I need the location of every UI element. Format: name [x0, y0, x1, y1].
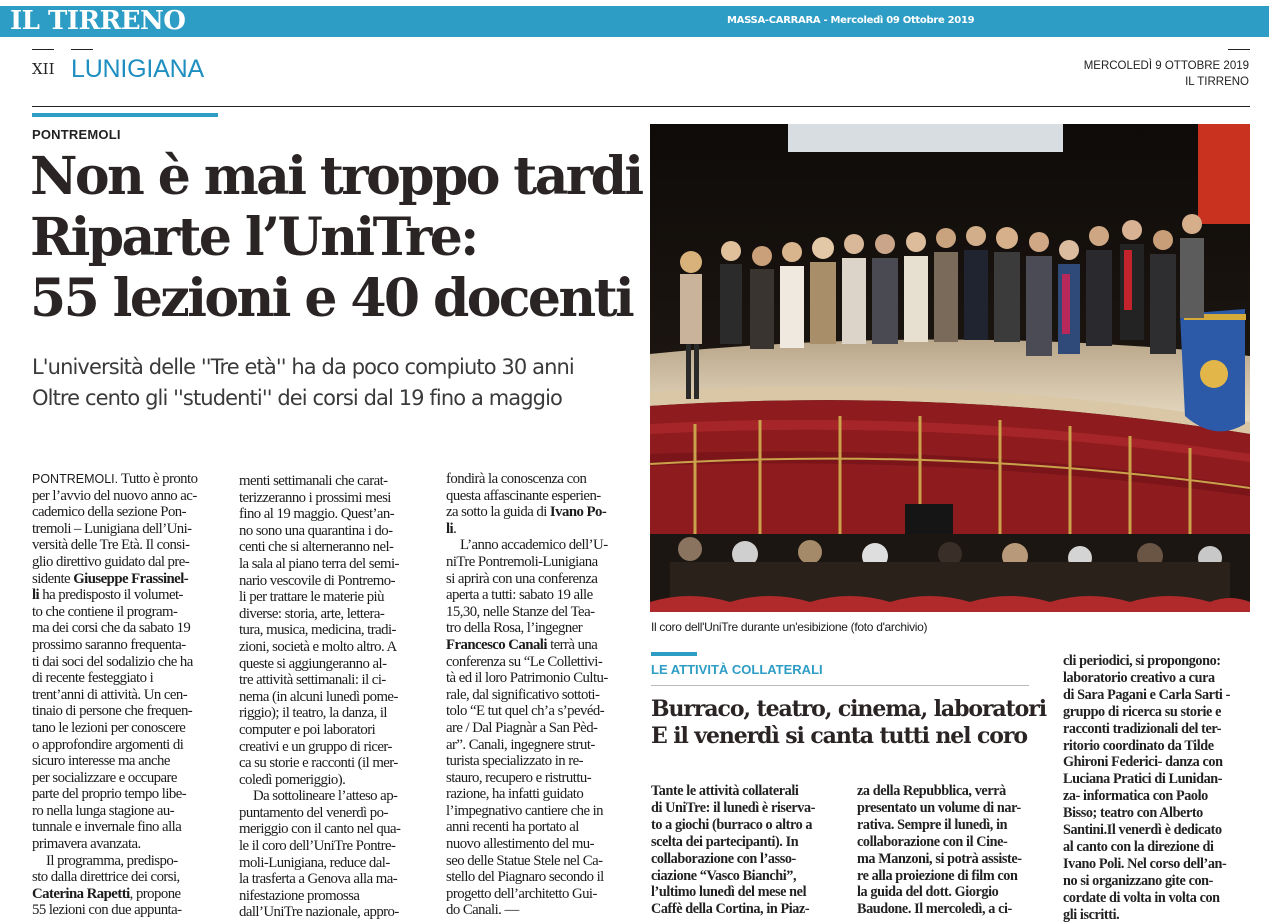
text-line: ar”. Canali, ingegnere strut- [446, 736, 595, 753]
text-line: Luciana Pratici di Lunidan- [1063, 771, 1223, 788]
text-line: ciazione “Vasco Bianchi”, [651, 867, 797, 884]
text-line: nario vescovile di Pontremo- [239, 572, 395, 589]
sidebar-rule [651, 685, 1029, 686]
text-line: cademico della sezione Pon- [32, 504, 187, 521]
article-headline [30, 146, 650, 329]
page-number: XII [32, 60, 55, 78]
article-kicker: PONTREMOLI [32, 127, 121, 142]
text-line: scelta dei partecipanti). In [651, 833, 799, 850]
text-line: la guida del dott. Giorgio [857, 884, 999, 901]
text-line: za- informatica con Paolo [1063, 788, 1208, 805]
text-line: meriggio con il canto nel qua- [239, 821, 401, 838]
text-line: gruppo di ricerca su storie e [1063, 703, 1221, 720]
text-line: l’impegnativo cantiere che in [446, 802, 604, 819]
text-line: al canto con la direzione di [1063, 838, 1214, 855]
text-line: diverse: storia, arte, lettera- [239, 605, 385, 622]
sidebar-column-1 [651, 783, 841, 918]
header-rule [32, 106, 1250, 107]
text-line: Tante le attività collaterali [651, 783, 799, 799]
text-line: moli-Lunigiana, reduce dal- [239, 854, 390, 871]
text-line: fino al 19 maggio. Quest’an- [239, 506, 395, 523]
text-line: parte del proprio tempo libe- [32, 786, 187, 803]
text-line: li ha predisposto il volumet- [32, 587, 183, 604]
text-line: tunnale e invernale fino alla [32, 819, 182, 836]
text-line: ro nella lunga stagione au- [32, 802, 175, 819]
text-line: centi che si alterneranno nel- [239, 539, 394, 556]
text-line: tinaio di persone che frequen- [32, 703, 193, 720]
text-line: sidente Giuseppe Frassinel- [32, 570, 189, 587]
text-line: Santini.Il venerdì è dedicato [1063, 822, 1222, 839]
text-line: ritorio coordinato da Tilde [1063, 737, 1214, 754]
edition-date: MASSA-CARRARA - Mercoledì 09 Ottobre 2019 [727, 15, 975, 26]
text-line: rale, dal significativo sottoti- [446, 686, 600, 703]
text-line: sto dalla direttrice dei corsi, [32, 869, 180, 886]
text-line: tre attività settimanali: il ci- [239, 672, 386, 689]
text-line: terizzeranno i prossimi mesi [239, 489, 391, 506]
text-line: le il coro dell’UniTre Pontre- [239, 838, 396, 855]
header-tick [32, 49, 54, 50]
kicker-bar [32, 113, 218, 117]
text-line: to a giochi (burraco o altro a [651, 816, 813, 833]
text-line: dall’UniTre nazionale, appro- [239, 904, 399, 921]
text-line: queste si aggiungeranno al- [239, 655, 387, 672]
text-line: tolo “E tut quel ch’a s’pevéd- [446, 703, 605, 720]
text-line: nuovo allestimento del mu- [446, 836, 595, 853]
headline-line: Riparte l’UniTre: [30, 207, 477, 268]
text-line: primavera avanzata. [32, 836, 141, 853]
text-line: Bisso; teatro con Alberto [1063, 805, 1203, 822]
masthead-bar [0, 6, 1269, 37]
text-line: li. [446, 520, 457, 537]
text-line: razione, ha infatti guidato [446, 786, 584, 803]
text-line: versità delle Tre Età. Il consi- [32, 537, 190, 554]
text-line: anni recenti ha portato al [446, 819, 579, 836]
text-line: di UniTre: il lunedì è riserva- [651, 799, 816, 816]
text-line: ma dei corsi che da sabato 19 [32, 620, 191, 637]
text-line: o approfondire argomenti di [32, 736, 184, 753]
text-line: ma Manzoni, si potrà assiste- [857, 850, 1022, 867]
sidebar-kicker-bar [651, 652, 697, 656]
header-tick [1228, 49, 1250, 50]
article-column-3 [446, 471, 642, 919]
text-line: riggio); il teatro, la danza, il [239, 705, 387, 722]
headline-line: 55 lezioni e 40 docenti [30, 268, 633, 329]
text-line: di recente festeggiato i [32, 670, 154, 687]
text-line: trent’anni di attività. Un cen- [32, 686, 188, 703]
sidebar-column-2 [857, 783, 1049, 918]
text-line: creativi e un gruppo di ricer- [239, 738, 392, 755]
header-paper-name: IL TIRRENO [1185, 76, 1249, 88]
text-line: tro della Rosa, l’ingegner [446, 620, 583, 637]
text-line: la sala al piano terra del semi- [239, 555, 399, 572]
text-line: cordate di volta in volta con [1063, 889, 1220, 906]
text-line: ti dai soci del sodalizio che ha [32, 653, 193, 670]
text-line: Ghironi Federici- danza con [1063, 754, 1223, 771]
text-line: fondirà la conoscenza con [446, 471, 587, 487]
deck-line: Oltre cento gli ''studenti'' dei corsi dal 19 fino a maggio [32, 386, 562, 410]
text-line: conferenza su “Le Collettivi- [446, 653, 603, 670]
text-line: no si organizzano gite con- [1063, 872, 1213, 889]
text-line: za della Repubblica, verrà [857, 783, 1006, 799]
text-line: Il programma, predispo- [46, 852, 178, 869]
text-line: collaborazione con l’asso- [651, 850, 796, 867]
article-column-2 [239, 473, 435, 921]
text-line: cli periodici, si propongono: [1063, 653, 1221, 669]
text-line: PONTREMOLI. Tutto è pronto [32, 471, 198, 487]
text-line: per socializzare e occupare [32, 769, 177, 786]
text-line: computer e poi laboratori [239, 721, 376, 738]
text-line: turista specializzato in re- [446, 753, 584, 770]
text-line: gli iscritti. [1063, 906, 1120, 923]
text-line: tura, musica, medicina, tradi- [239, 622, 396, 639]
text-line: presentato un volume di nar- [857, 799, 1021, 816]
text-line: rativa. Sempre il lunedì, in [857, 816, 1008, 833]
text-line: la trasferta a Genova alla ma- [239, 871, 398, 888]
text-line: tà ed il loro Patrimonio Cultu- [446, 670, 608, 687]
section-title: LUNIGIANA [71, 55, 204, 83]
article-deck [32, 352, 642, 414]
text-line: Caterina Rapetti, propone [32, 885, 181, 902]
text-line: Da sottolineare l’atteso ap- [253, 788, 398, 805]
text-line: di Sara Pagani e Carla Sarti - [1063, 686, 1230, 703]
text-line: niTre Pontremoli-Lunigiana [446, 553, 598, 570]
text-line: puntamento del venerdì po- [239, 804, 388, 821]
text-line: collaborazione con il Cine- [857, 833, 1008, 850]
text-line: sicuro interesse ma anche [32, 753, 170, 770]
text-line: stello del Piagnaro secondo il [446, 869, 604, 886]
choir-photo [650, 124, 1250, 612]
deck-line: L'università delle ''Tre età'' ha da poco compiuto 30 anni [32, 355, 574, 379]
text-line: questa affascinante esperien- [446, 487, 601, 504]
text-line: 15,30, nelle Stanze del Tea- [446, 603, 595, 620]
text-line: are / Dal Piagnàr a San Pèd- [446, 719, 598, 736]
text-line: racconti tradizionali del ter- [1063, 720, 1222, 737]
text-line: ca su storie e racconti (il mer- [239, 755, 398, 772]
sidebar-headline [651, 696, 1046, 750]
text-line: nema (in alcuni lunedì pome- [239, 688, 398, 705]
text-line: za sotto la guida di Ivano Po- [446, 504, 607, 521]
header-tick [71, 49, 93, 50]
text-line: coledì pomeriggio). [239, 771, 346, 788]
text-line: to che contiene il program- [32, 603, 178, 620]
sidebar-kicker: LE ATTIVITÀ COLLATERALI [651, 662, 823, 677]
text-line: seo delle Statue Stele nel Ca- [446, 852, 603, 869]
choir-photo-drawing [650, 124, 1250, 612]
text-line: Francesco Canali terrà una [446, 636, 598, 653]
header-date-block [1084, 58, 1249, 90]
newspaper-logo: IL TIRRENO [10, 6, 186, 36]
text-line: si aprirà con una conferenza [446, 570, 598, 587]
article-column-1 [32, 471, 227, 919]
text-line: zioni, società e molto altro. A [239, 638, 397, 655]
photo-caption: Il coro dell'UniTre durante un'esibizione (foto d'archivio) [651, 620, 928, 634]
text-line: laboratorio creativo a cura [1063, 669, 1215, 686]
text-line: per l’avvio del nuovo anno ac- [32, 487, 197, 504]
text-line: l’ultimo lunedì del mese nel [651, 884, 807, 901]
text-line: nifestazione promossa [239, 887, 360, 904]
text-line: re alla proiezione di film con [857, 867, 1018, 884]
text-line: stauro, recupero e ristruttu- [446, 769, 592, 786]
text-line: 55 lezioni con due appunta- [32, 902, 182, 919]
text-line: Caffè della Cortina, in Piaz- [651, 901, 810, 918]
text-line: menti settimanali che carat- [239, 473, 388, 489]
text-line: no sono una quarantina i do- [239, 522, 393, 539]
text-line: glio direttivo guidato dal pre- [32, 553, 190, 570]
text-line: li per trattare le materie più [239, 589, 384, 606]
text-line: progetto dell’architetto Gui- [446, 885, 597, 902]
text-line: prossimo saranno frequenta- [32, 636, 186, 653]
text-line: tremoli – Lunigiana dell’Uni- [32, 520, 192, 537]
headline-line: Non è mai troppo tardi [30, 146, 642, 207]
sidebar-column-3 [1063, 653, 1253, 923]
text-line: do Canali. — [446, 902, 519, 919]
text-line: L’anno accademico dell’U- [460, 537, 608, 554]
text-line: Baudone. Il mercoledì, a ci- [857, 901, 1012, 918]
header-date: MERCOLEDÌ 9 OTTOBRE 2019 [1083, 60, 1249, 72]
sidebar-headline-line: Burraco, teatro, cinema, laboratori [651, 696, 1046, 722]
text-line: aperta a tutti: sabato 19 alle [446, 587, 593, 604]
sidebar-headline-line: E il venerdì si canta tutti nel coro [651, 723, 1027, 749]
text-line: Ivano Poli. Nel corso dell’an- [1063, 855, 1227, 872]
text-line: tano le lezioni per conoscere [32, 719, 186, 736]
